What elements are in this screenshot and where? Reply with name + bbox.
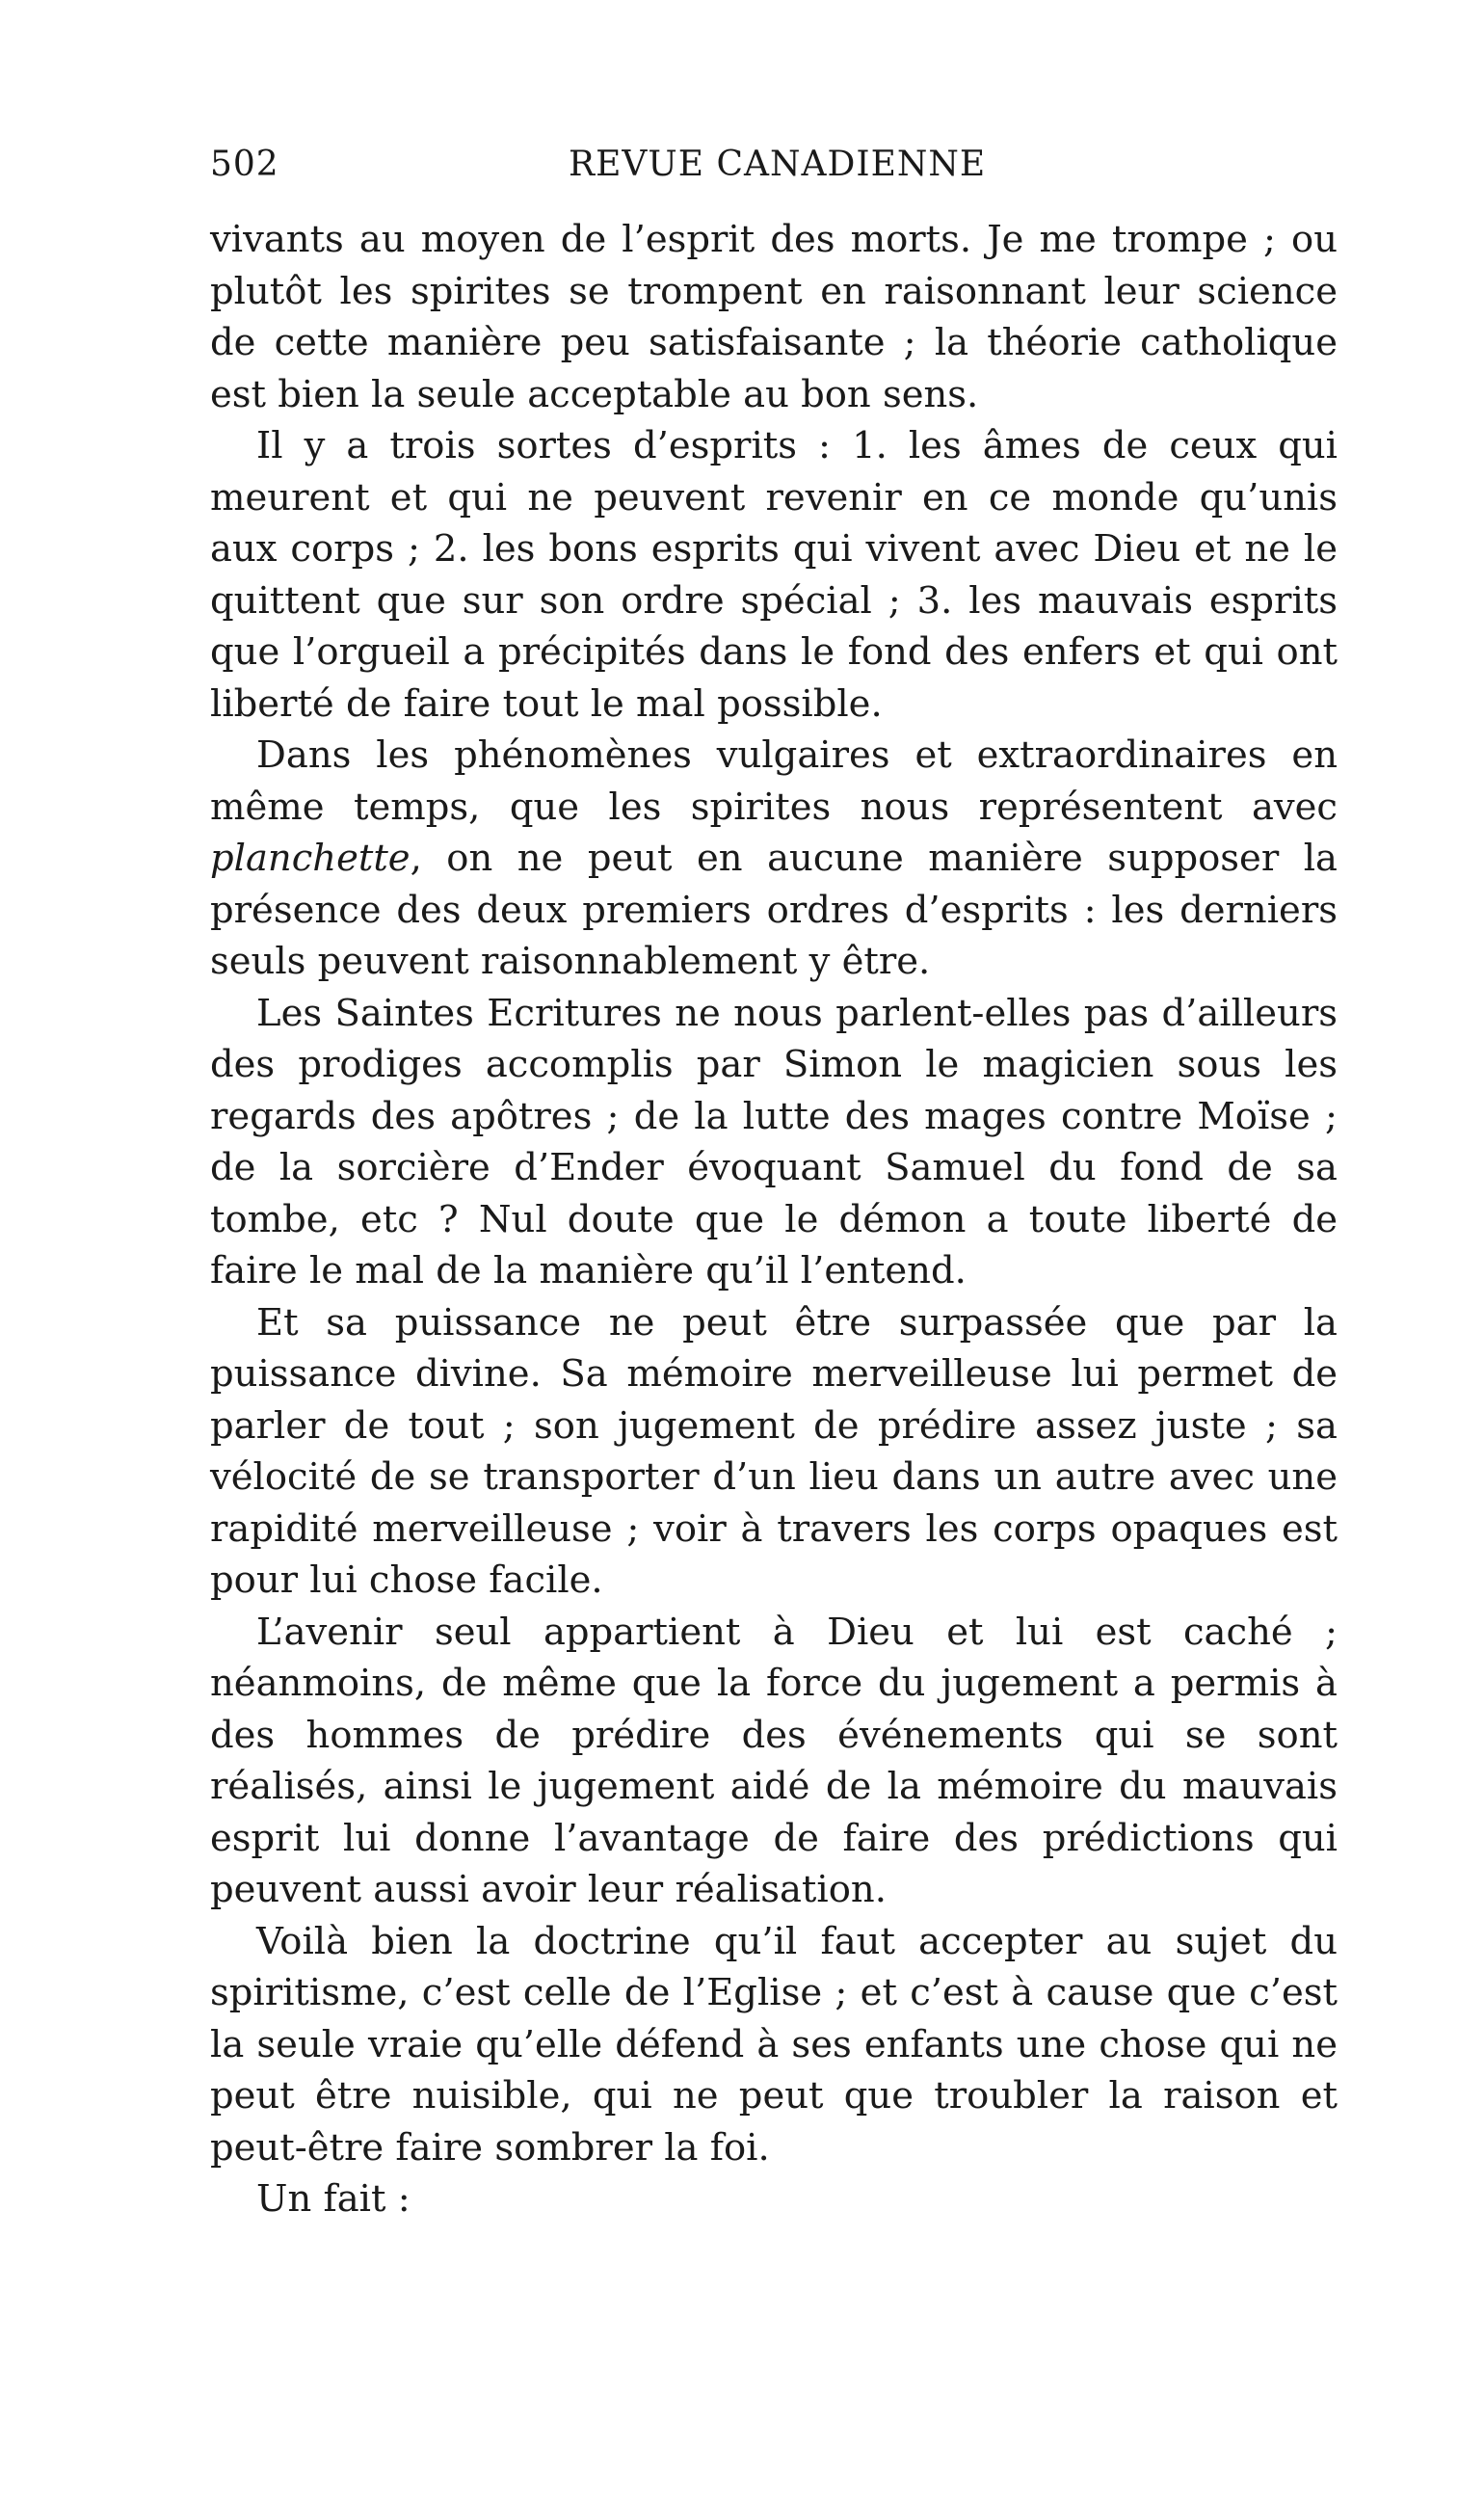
- page-number: 502: [210, 145, 279, 184]
- paragraph-scriptures: Les Saintes Ecritures ne nous parlent-elles pas d’ailleurs des prodiges accomplis par Simon le magicien sous les regards des apôtres ; de la lutte des mages contre Moïse ; de la sorcière d’Ender évoquant Samuel du fond de sa tombe, etc ? Nul doute que le démon a toute liberté de faire le mal de la manière qu’il l’entend.: [210, 991, 1338, 1292]
- paragraph-continuation: vivants au moyen de l’esprit des morts. Je me trompe ; ou plutôt les spirites se trompent en raisonnant leur science de cette manière peu satisfaisante ; la théorie catholique est bien la seule acceptable au bon sens.: [210, 218, 1338, 416]
- paragraph-doctrine: Voilà bien la doctrine qu’il faut accepter au sujet du spiritisme, c’est celle de l’Eglise ; et c’est à cause que c’est la seule vraie qu’elle défend à ses enfants une chose qui ne peut être nuisible, qui ne peut que troubler la raison et peut-être faire sombrer la foi.: [210, 1919, 1338, 2170]
- paragraph-three-spirits: Il y a trois sortes d’esprits : 1. les âmes de ceux qui meurent et qui ne peuvent revenir en ce monde qu’unis aux corps ; 2. les bons esprits qui vivent avec Dieu et ne le quittent que sur son ordre spécial ; 3. les mauvais esprits que l’orgueil a précipités dans le fond des enfers et qui ont liberté de faire tout le mal possible.: [210, 424, 1338, 726]
- paragraph-planchette: [210, 730, 1338, 988]
- paragraph-planchette-after: , on ne peut en aucune manière supposer la présence des deux premiers ordres d’esprits : les derniers seuls peuvent raisonnablement y être.: [210, 837, 1338, 983]
- paragraph-future: L’avenir seul appartient à Dieu et lui est caché ; néanmoins, de même que la force du jugement a permis à des hommes de prédire des événements qui se sont réalisés, ainsi le jugement aidé de la mémoire du mauvais esprit lui donne l’avantage de faire des prédictions qui peuvent aussi avoir leur réalisation.: [210, 1610, 1338, 1911]
- journal-title: REVUE CANADIENNE: [569, 145, 987, 184]
- paragraph-planchette-before: Dans les phénomènes vulgaires et extraordinaires en même temps, que les spirites nous représentent avec: [210, 733, 1338, 829]
- paragraph-un-fait: Un fait :: [256, 2177, 411, 2221]
- paragraph-power: Et sa puissance ne peut être surpassée que par la puissance divine. Sa mémoire merveilleuse lui permet de parler de tout ; son jugement de prédire assez juste ; sa vélocité de se transporter d’un lieu dans un autre avec une rapidité merveilleuse ; voir à travers les corps opaques est pour lui chose facile.: [210, 1300, 1338, 1602]
- running-head: [210, 145, 1338, 193]
- body-text: [210, 214, 1338, 2225]
- planchette-term: planchette: [210, 837, 411, 880]
